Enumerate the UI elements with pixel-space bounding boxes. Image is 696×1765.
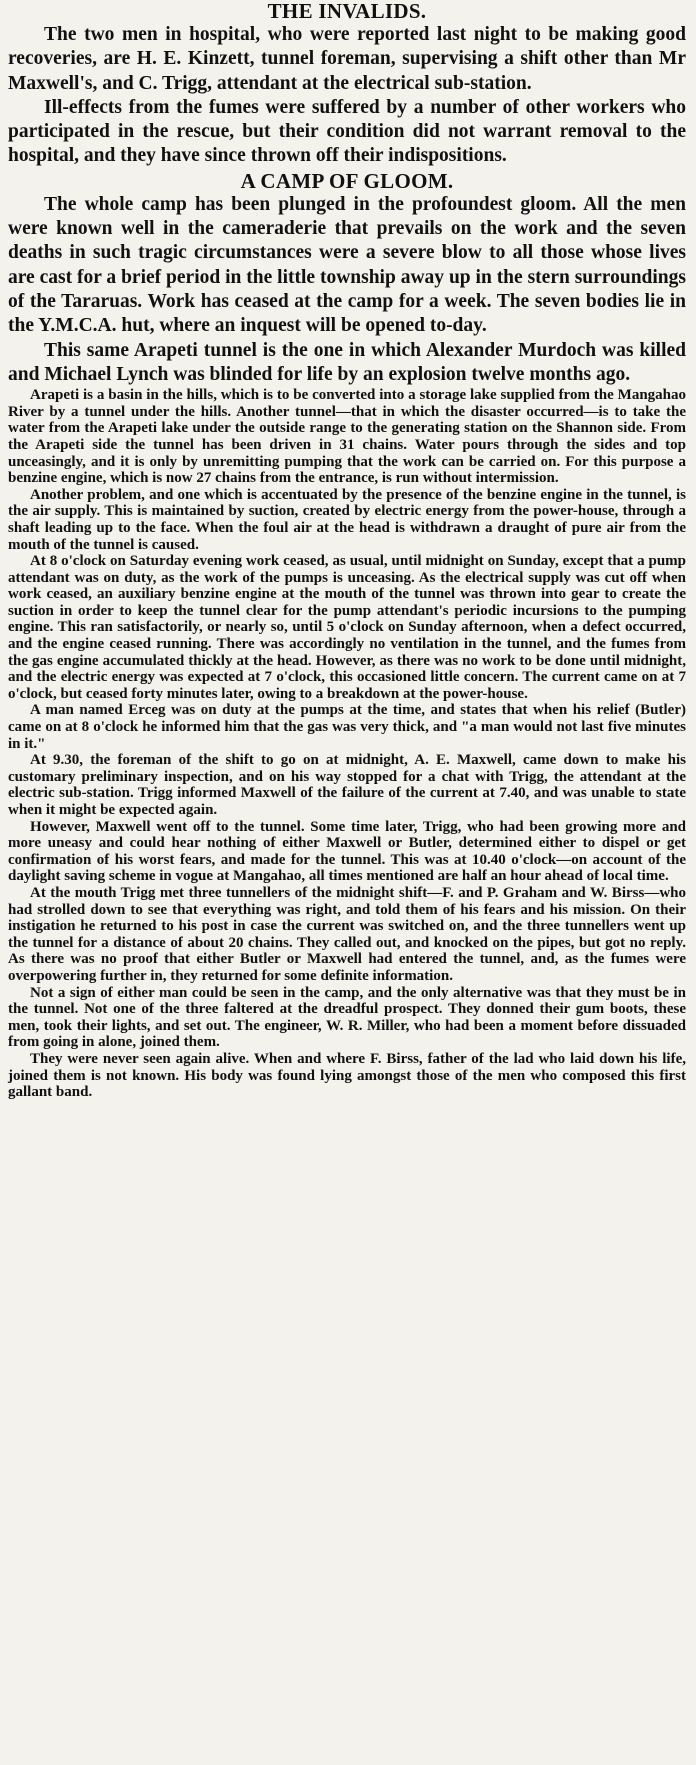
- paragraph: This same Arapeti tunnel is the one in which Alexander Murdoch was killed and Michael Lynch was blinded for life by an explosion twelve months ago.: [8, 339, 686, 385]
- paragraph: They were never seen again alive. When and where F. Birss, father of the lad who laid down his life, joined them is not known. His body was found lying amongst those of the men who composed this first gallant band.: [8, 1050, 686, 1101]
- paragraph: At the mouth Trigg met three tunnellers of the midnight shift—F. and P. Graham and W. Birss—who had strolled down to see that everything was right, and told them of his fears and his mission. On their instigation he returned to his post in case the current was switched on, and the three tunnellers went up the tunnel for a distance of about 20 chains. They called out, and knocked on the pipes, but got no reply. As there was no proof that either Butler or Maxwell had entered the tunnel, and, as the fumes were overpowering further in, they returned for some definite information.: [8, 884, 686, 984]
- heading-camp-of-gloom: A CAMP OF GLOOM.: [240, 168, 454, 193]
- paragraph: A man named Erceg was on duty at the pumps at the time, and states that when his relief (Butler) came on at 8 o'clock he informed him that the gas was very thick, and "a man would not last five minutes in it.": [8, 702, 686, 752]
- paragraph: Ill-effects from the fumes were suffered by a number of other workers who participated in the rescue, but their condition did not warrant removal to the hospital, and they have since thrown off their indispositions.: [8, 96, 686, 167]
- lead-section-invalids: [8, 23, 686, 169]
- heading-the-invalids: THE INVALIDS.: [267, 0, 427, 23]
- lead-section-gloom: [8, 193, 686, 387]
- paragraph: Another problem, and one which is accentuated by the presence of the benzine engine in the tunnel, is the air supply. This is maintained by suction, created by electric energy from the power-house, through a shaft leading up to the face. When the foul air at the head is withdrawn a draught of pure air from the mouth of the tunnel is caused.: [8, 486, 686, 553]
- paragraph: Not a sign of either man could be seen in the camp, and the only alternative was that they must be in the tunnel. Not one of the three faltered at the dreadful prospect. They donned their gum boots, these men, took their lights, and set out. The engineer, W. R. Miller, who had been a moment before dissuaded from going in alone, joined them.: [8, 984, 686, 1051]
- paragraph: The two men in hospital, who were reported last night to be making good recoveries, are H. E. Kinzett, tunnel foreman, supervising a shift other than Mr Maxwell's, and C. Trigg, attendant at the electrical sub-station.: [8, 24, 686, 94]
- paragraph: At 9.30, the foreman of the shift to go on at midnight, A. E. Maxwell, came down to make his customary preliminary inspection, and on his way stopped for a chat with Trigg, the attendant at the electric sub-station. Trigg informed Maxwell of the failure of the current at 7.40, and was unable to state when it might be expected again.: [8, 752, 686, 818]
- paragraph: At 8 o'clock on Saturday evening work ceased, as usual, until midnight on Sunday, except that a pump attendant was on duty, as the work of the pumps is unceasing. As the electrical supply was cut off when work ceased, an auxiliary benzine engine at the mouth of the tunnel was thrown into gear to create the suction in order to keep the tunnel clear for the pump attendant's periodic incursions to the pumping engine. This ran satisfactorily, or nearly so, until 5 o'clock on Sunday afternoon, when a defect occurred, and the engine ceased running. There was accordingly no ventilation in the tunnel, and the fumes from the gas engine accumulated thickly at the head. However, as there was no work to be done until midnight, and the electric energy was expected at 7 o'clock, this occasioned little concern. The current came on at 7 o'clock, but ceased forty minutes later, owing to a breakdown at the power-house.: [8, 553, 686, 702]
- paragraph: However, Maxwell went off to the tunnel. Some time later, Trigg, who had been growing more and more uneasy and could hear nothing of either Maxwell or Butler, determined either to dispel or get confirmation of his worst fears, and made for the tunnel. This was at 10.40 o'clock—on account of the daylight saving scheme in vogue at Mangahao, all times mentioned are half an hour ahead of local time.: [8, 818, 686, 885]
- article-body: [8, 387, 686, 1101]
- paragraph: Arapeti is a basin in the hills, which is to be converted into a storage lake supplied from the Mangahao River by a tunnel under the hills. Another tunnel—that in which the disaster occurred—is to take the water from the Arapeti lake under the outside range to the generating station on the Shannon side. From the Arapeti side the tunnel has been driven in 31 chains. Water pours through the sides and top unceasingly, and it is only by unremitting pumping that the work can be carried on. For this purpose a benzine engine, which is now 27 chains from the entrance, is run without intermission.: [8, 387, 686, 487]
- paragraph: The whole camp has been plunged in the profoundest gloom. All the men were known well in the cameraderie that prevails on the work and the seven deaths in such tragic circumstances were a severe blow to all those whose lives are cast for a brief period in the little township away up in the stern surroundings of the Tararuas. Work has ceased at the camp for a week. The seven bodies lie in the Y.M.C.A. hut, where an inquest will be opened to-day.: [8, 193, 686, 337]
